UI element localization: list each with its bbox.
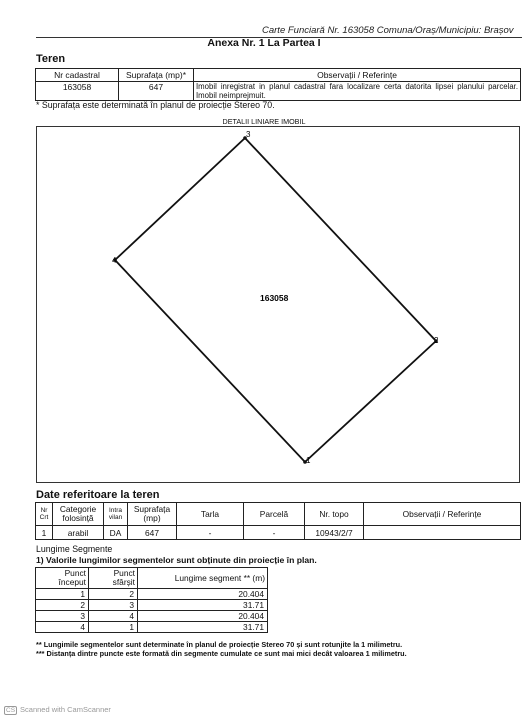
segmente-table-header [36, 568, 268, 589]
scanner-text: Scanned with CamScanner [20, 705, 111, 714]
col-nr-topo: Nr. topo [305, 503, 364, 526]
col-observatii-ref: Observații / Referințe [364, 503, 521, 526]
col-punct-inceput: Punct început [36, 568, 89, 589]
ref-table-header [36, 503, 521, 526]
col-suprafata: Suprafața (mp)* [119, 69, 194, 82]
cell-suprafata: 647 [119, 82, 194, 101]
table-row [36, 611, 268, 622]
col-observatii: Observații / Referințe [194, 69, 521, 82]
scanner-watermark [4, 705, 111, 715]
cell-end: 1 [89, 622, 138, 633]
cell-nr-topo: 10943/2/7 [305, 526, 364, 540]
cell-observatii-ref [364, 526, 521, 540]
cell-length: 31.71 [138, 600, 268, 611]
col-punct-sfarsit: Punct sfârșit [89, 568, 138, 589]
cell-end: 2 [89, 589, 138, 600]
col-nr-crt: Nr Crt [36, 503, 53, 526]
col-categorie: Categorie folosință [53, 503, 104, 526]
cell-intravilan: DA [104, 526, 128, 540]
col-lungime-segment: Lungime segment ** (m) [138, 568, 268, 589]
camscanner-logo-icon: CS [6, 707, 16, 714]
point-label-1: 1 [306, 456, 311, 465]
table-row [36, 600, 268, 611]
cell-nr-crt: 1 [36, 526, 53, 540]
cell-start: 2 [36, 600, 89, 611]
plan-title: DETALII LINIARE IMOBIL [222, 117, 306, 126]
cell-parcela: - [244, 526, 305, 540]
cell-start: 4 [36, 622, 89, 633]
cell-start: 3 [36, 611, 89, 622]
table-row [36, 526, 521, 540]
segment-note-distance: *** Distanța dintre puncte este formată din segmente cumulate ce sunt mai mici decât valoarea 1 milimetru. [36, 649, 407, 658]
date-referitoare-title: Date referitoare la teren [36, 489, 160, 501]
point-label-4: 4 [112, 256, 117, 265]
cell-suprafata-ref: 647 [128, 526, 177, 540]
annex-title: Anexa Nr. 1 La Partea I [207, 37, 321, 49]
segmente-subtitle: 1) Valorile lungimilor segmentelor sunt obținute din proiecție în plan. [36, 555, 317, 565]
cell-length: 20.404 [138, 589, 268, 600]
cell-tarla: - [177, 526, 244, 540]
point-label-2: 2 [434, 336, 439, 345]
table-row [36, 622, 268, 633]
cell-length: 20.404 [138, 611, 268, 622]
col-tarla: Tarla [177, 503, 244, 526]
parcel-label: 163058 [260, 293, 289, 303]
col-nr-cadastral: Nr cadastral [36, 69, 119, 82]
segmente-table [35, 567, 268, 633]
cell-end: 3 [89, 600, 138, 611]
cell-nr-cadastral: 163058 [36, 82, 119, 101]
cell-length: 31.71 [138, 622, 268, 633]
cell-end: 4 [89, 611, 138, 622]
cell-start: 1 [36, 589, 89, 600]
col-intravilan: Intra vilan [104, 503, 128, 526]
col-parcela: Parcelă [244, 503, 305, 526]
cell-observatii: Imobil inregistrat in planul cadastral fara localizare certa datorita lipsei planului parcelar. Imobil neimprejmuit. [194, 82, 521, 101]
cell-categorie: arabil [53, 526, 104, 540]
segmente-title: Lungime Segmente [36, 544, 113, 554]
segment-note-rounding: ** Lungimile segmentelor sunt determinate în planul de proiecție Stereo 70 și sunt rotunjite la 1 milimetru. [36, 640, 403, 649]
col-suprafata-ref: Suprafața (mp) [128, 503, 177, 526]
date-referitoare-table [35, 502, 521, 540]
point-label-3: 3 [246, 130, 251, 139]
teren-section-title: Teren [36, 53, 66, 65]
stereo-note: * Suprafața este determinată în planul de proiecție Stereo 70. [36, 100, 275, 110]
table-row [36, 589, 268, 600]
document-header-reference: Carte Funciară Nr. 163058 Comuna/Oraș/Municipiu: Brașov [262, 25, 514, 36]
